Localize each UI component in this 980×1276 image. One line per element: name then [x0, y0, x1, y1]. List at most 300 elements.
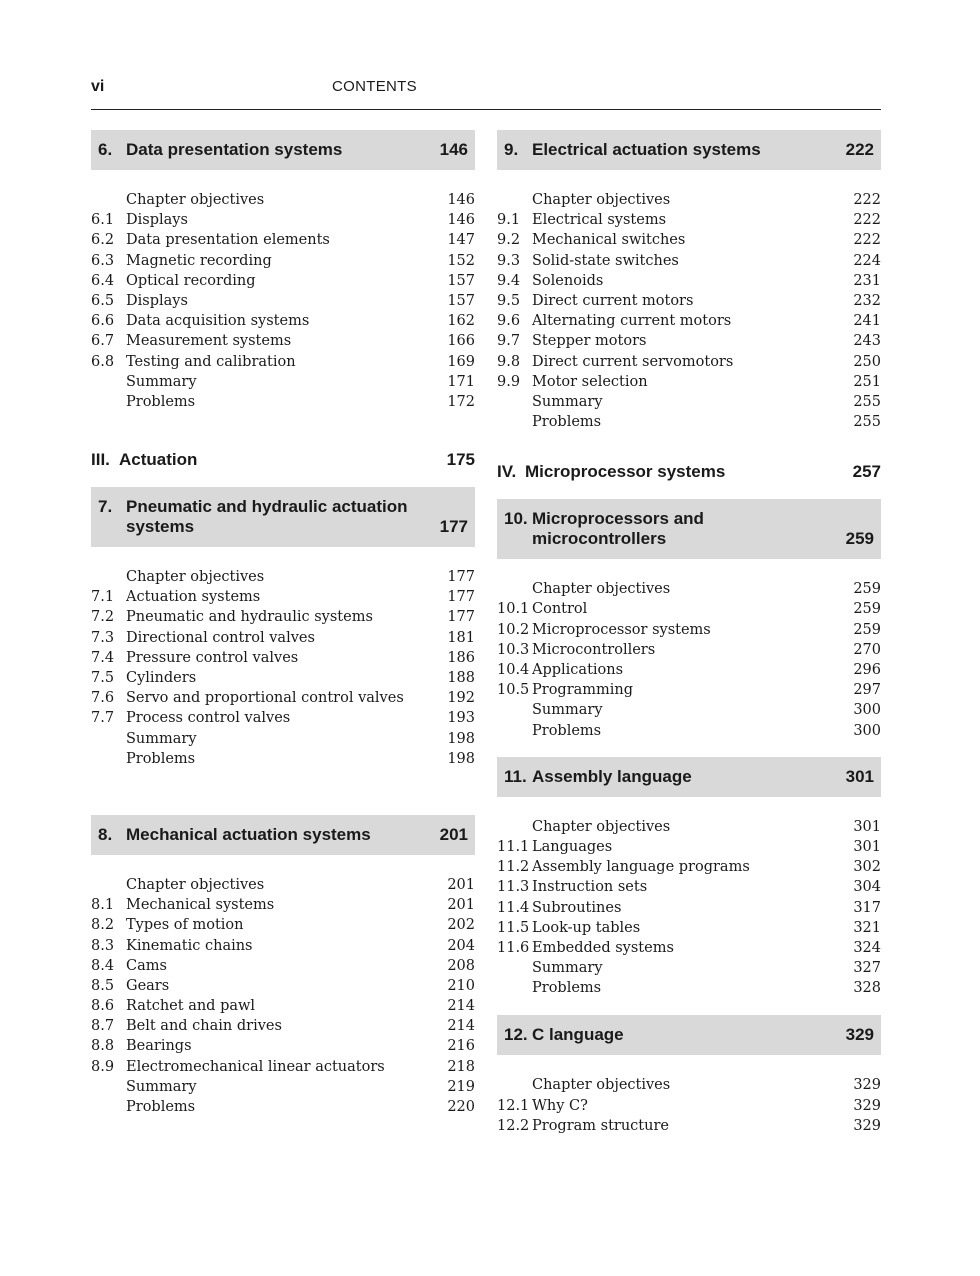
part-number: III.	[91, 450, 110, 470]
chapter-page: 222	[845, 140, 874, 159]
section-title: Program structure	[532, 1117, 669, 1134]
toc-entry	[497, 700, 881, 720]
section-number: 9.3	[497, 252, 521, 269]
toc-entry	[91, 311, 475, 331]
section-page: 198	[447, 730, 475, 747]
section-title: Chapter objectives	[532, 581, 671, 598]
chapter-heading-8	[91, 815, 475, 855]
section-number: 7.6	[91, 690, 115, 707]
section-number: 8.3	[91, 937, 115, 954]
chapter-entries	[497, 190, 881, 432]
chapter-title: Pneumatic and hydraulic actuation systems	[126, 497, 408, 537]
section-page: 243	[853, 333, 881, 350]
section-title: Summary	[532, 702, 603, 719]
section-page: 241	[853, 313, 881, 330]
chapter-entries	[497, 817, 881, 999]
section-page: 210	[447, 977, 475, 994]
section-number	[497, 190, 532, 210]
chapter-number: 9.	[504, 140, 519, 159]
section-title: Languages	[532, 838, 613, 855]
section-number: 10.4	[497, 662, 530, 678]
toc-entry	[497, 640, 881, 660]
section-number: 9.4	[497, 272, 521, 289]
section-page: 259	[853, 621, 881, 638]
left-column	[91, 130, 475, 1117]
section-number: 6.7	[91, 333, 115, 350]
section-number	[91, 190, 126, 210]
toc-entry	[497, 372, 881, 392]
section-page: 222	[853, 232, 881, 249]
section-title: Chapter objectives	[532, 1077, 671, 1094]
section-title: Problems	[532, 414, 602, 431]
toc-entry	[497, 230, 881, 250]
section-number: 12.2	[497, 1117, 530, 1134]
section-page: 327	[853, 960, 881, 977]
toc-entry	[91, 708, 475, 728]
chapter-entries	[91, 875, 475, 1117]
section-page: 146	[447, 192, 475, 208]
section-number: 10.3	[497, 641, 530, 658]
section-number: 10.2	[497, 621, 530, 638]
section-title: Electrical systems	[532, 212, 667, 229]
toc-entry	[497, 660, 881, 680]
section-title: Directional control valves	[126, 629, 315, 646]
section-title: Direct current motors	[532, 292, 694, 309]
toc-entry	[497, 392, 881, 412]
section-page: 296	[853, 662, 881, 678]
toc-entry	[91, 587, 475, 607]
section-title: Process control valves	[126, 710, 291, 727]
section-number	[91, 729, 126, 749]
toc-entry	[497, 620, 881, 640]
toc-entry	[91, 729, 475, 749]
section-number: 10.5	[497, 682, 530, 699]
toc-entry	[497, 190, 881, 210]
section-page: 157	[447, 272, 475, 289]
section-number: 11.2	[497, 859, 530, 876]
section-page: 329	[853, 1097, 881, 1114]
section-title: Chapter objectives	[126, 569, 265, 586]
toc-entry	[91, 1036, 475, 1056]
section-number: 11.3	[497, 879, 530, 896]
section-title: Problems	[126, 1099, 196, 1115]
section-title: Belt and chain drives	[126, 1018, 282, 1035]
page-number: vi	[91, 78, 105, 95]
section-title: Assembly language programs	[532, 859, 750, 876]
section-page: 192	[447, 690, 475, 707]
section-page: 218	[447, 1058, 475, 1075]
chapter-page: 259	[845, 529, 874, 549]
section-title: Problems	[532, 722, 602, 739]
toc-entry	[91, 628, 475, 648]
section-number: 7.1	[91, 589, 115, 606]
section-title: Microcontrollers	[532, 641, 656, 658]
toc-entry	[91, 271, 475, 291]
section-number: 11.1	[497, 838, 530, 855]
section-number: 7.5	[91, 670, 115, 686]
section-page: 259	[853, 601, 881, 618]
section-page: 231	[853, 272, 881, 289]
section-page: 147	[447, 232, 475, 249]
section-page: 219	[447, 1078, 475, 1095]
section-page: 216	[447, 1038, 475, 1055]
section-number: 8.8	[91, 1038, 115, 1055]
section-title: Data acquisition systems	[126, 313, 310, 330]
chapter-entries	[91, 190, 475, 412]
section-title: Cams	[126, 957, 167, 974]
section-title: Problems	[126, 393, 196, 410]
toc-entry	[91, 956, 475, 976]
toc-entry	[497, 680, 881, 700]
section-page: 214	[447, 1018, 475, 1035]
section-page: 251	[853, 373, 881, 390]
toc-entry	[91, 1097, 475, 1117]
toc-entry	[497, 938, 881, 958]
section-page: 329	[853, 1117, 881, 1134]
section-title: Look-up tables	[532, 919, 641, 936]
section-title: Mechanical switches	[532, 232, 686, 249]
toc-entry	[497, 857, 881, 877]
toc-entry	[91, 230, 475, 250]
section-title: Pressure control valves	[126, 649, 299, 666]
section-title: Chapter objectives	[126, 876, 265, 893]
section-title: Actuation systems	[126, 589, 261, 606]
section-number: 11.6	[497, 939, 530, 956]
section-number	[91, 749, 126, 769]
section-title: Pneumatic and hydraulic systems	[126, 609, 373, 626]
section-number: 8.9	[91, 1058, 115, 1075]
toc-entry	[497, 898, 881, 918]
chapter-page: 301	[845, 766, 874, 786]
section-page: 321	[853, 919, 881, 936]
section-number	[91, 1097, 126, 1117]
toc-entry	[497, 412, 881, 432]
section-page: 301	[853, 838, 881, 855]
section-number: 8.6	[91, 998, 115, 1015]
part-heading-3	[91, 450, 475, 470]
section-title: Instruction sets	[532, 879, 648, 896]
section-title: Chapter objectives	[532, 818, 671, 835]
chapter-heading-12	[497, 1015, 881, 1055]
section-page: 304	[853, 879, 881, 896]
toc-entry	[91, 1057, 475, 1077]
section-number: 9.1	[497, 212, 521, 229]
part-page: 175	[446, 450, 475, 470]
section-title: Data presentation elements	[126, 232, 330, 249]
section-title: Control	[532, 601, 588, 618]
toc-entry	[91, 392, 475, 412]
section-title: Applications	[532, 662, 624, 678]
part-number: IV.	[497, 462, 517, 482]
section-page: 324	[853, 939, 881, 956]
section-page: 172	[447, 393, 475, 410]
chapter-number: 11.	[504, 766, 527, 786]
toc-entry	[497, 1075, 881, 1095]
section-page: 177	[447, 589, 475, 606]
section-title: Bearings	[126, 1038, 192, 1055]
section-number: 8.1	[91, 897, 115, 914]
chapter-title: Mechanical actuation systems	[126, 824, 371, 844]
chapter-number: 7.	[98, 497, 113, 517]
section-number: 6.4	[91, 272, 115, 289]
part-heading-4	[497, 462, 881, 482]
section-page: 329	[853, 1077, 881, 1094]
toc-entry	[497, 721, 881, 741]
chapter-entries	[497, 1075, 881, 1136]
toc-entry	[497, 352, 881, 372]
section-number: 8.2	[91, 917, 115, 934]
section-title: Embedded systems	[532, 939, 674, 956]
section-title: Servo and proportional control valves	[126, 690, 404, 707]
section-title: Kinematic chains	[126, 937, 253, 954]
section-page: 186	[447, 649, 475, 666]
toc-entry	[497, 1116, 881, 1136]
section-page: 300	[853, 702, 881, 719]
toc-entry	[91, 976, 475, 996]
section-title: Subroutines	[532, 899, 622, 916]
section-page: 169	[447, 353, 475, 370]
toc-entry	[497, 210, 881, 230]
section-page: 198	[447, 750, 475, 767]
section-page: 171	[447, 373, 475, 390]
toc-entry	[91, 688, 475, 708]
section-title: Summary	[532, 960, 603, 977]
toc-entry	[497, 918, 881, 938]
chapter-number: 6.	[98, 140, 113, 159]
section-number: 6.5	[91, 292, 115, 309]
section-title: Solid-state switches	[532, 252, 679, 269]
chapter-page: 201	[439, 824, 468, 844]
section-number: 7.7	[91, 710, 115, 727]
part-page: 257	[852, 462, 881, 482]
section-number: 8.5	[91, 977, 115, 994]
section-page: 302	[853, 859, 881, 876]
toc-entry	[497, 877, 881, 897]
chapter-page: 329	[845, 1025, 874, 1045]
section-number: 6.3	[91, 252, 115, 269]
section-page: 259	[853, 581, 881, 598]
section-number	[91, 567, 126, 587]
chapter-title: Assembly language	[532, 766, 692, 786]
toc-entry	[91, 331, 475, 351]
toc-entry	[91, 251, 475, 271]
chapter-number: 10.	[504, 509, 528, 529]
chapter-number: 12.	[504, 1025, 528, 1045]
section-number: 12.1	[497, 1097, 530, 1114]
section-number: 6.8	[91, 353, 115, 370]
section-number	[91, 372, 126, 392]
toc-entry	[497, 1096, 881, 1116]
section-number	[497, 721, 532, 741]
toc-entry	[497, 958, 881, 978]
section-page: 328	[853, 980, 881, 997]
chapter-page: 177	[439, 517, 468, 537]
section-page: 300	[853, 722, 881, 739]
toc-entry	[91, 749, 475, 769]
toc-entry	[91, 190, 475, 210]
section-title: Chapter objectives	[532, 192, 671, 208]
toc-entry	[497, 978, 881, 998]
chapter-title: C language	[532, 1025, 624, 1045]
toc-entry	[91, 915, 475, 935]
chapter-heading-6	[91, 130, 475, 170]
section-title: Gears	[126, 977, 170, 994]
section-number: 11.5	[497, 919, 530, 936]
toc-entry	[91, 875, 475, 895]
section-title: Testing and calibration	[126, 353, 296, 370]
chapter-title: Electrical actuation systems	[532, 140, 761, 159]
toc-entry	[91, 895, 475, 915]
section-page: 222	[853, 192, 881, 208]
toc-entry	[91, 648, 475, 668]
section-number: 7.2	[91, 609, 115, 626]
section-title: Summary	[126, 730, 197, 747]
section-title: Direct current servomotors	[532, 353, 734, 370]
section-page: 177	[447, 569, 475, 586]
section-number: 9.9	[497, 373, 521, 390]
section-number: 6.1	[91, 212, 115, 229]
section-number	[497, 412, 532, 432]
toc-entry	[497, 311, 881, 331]
section-page: 152	[447, 252, 475, 269]
section-number: 9.7	[497, 333, 521, 350]
section-page: 204	[447, 937, 475, 954]
toc-entry	[497, 837, 881, 857]
section-number	[497, 392, 532, 412]
section-page: 181	[447, 629, 475, 646]
part-title: Actuation	[119, 450, 198, 470]
toc-entry	[497, 599, 881, 619]
toc-entry	[91, 607, 475, 627]
section-page: 208	[447, 957, 475, 974]
section-title: Magnetic recording	[126, 252, 272, 269]
section-page: 146	[447, 212, 475, 229]
section-page: 193	[447, 710, 475, 727]
chapter-heading-9	[497, 130, 881, 170]
section-page: 301	[853, 818, 881, 835]
section-title: Summary	[532, 393, 603, 410]
section-title: Mechanical systems	[126, 897, 275, 914]
section-page: 220	[447, 1099, 475, 1115]
section-number: 9.5	[497, 292, 521, 309]
section-title: Problems	[532, 980, 602, 997]
section-title: Why C?	[532, 1097, 588, 1114]
section-number	[497, 700, 532, 720]
section-page: 250	[853, 353, 881, 370]
running-head: CONTENTS	[332, 78, 417, 95]
section-number: 9.6	[497, 313, 521, 330]
toc-entry	[497, 291, 881, 311]
section-page: 166	[447, 333, 475, 350]
section-page: 232	[853, 292, 881, 309]
section-title: Ratchet and pawl	[126, 998, 256, 1015]
section-title: Alternating current motors	[532, 313, 732, 330]
toc-entry	[91, 210, 475, 230]
toc-entry	[91, 1077, 475, 1097]
toc-entry	[91, 668, 475, 688]
chapter-number: 8.	[98, 824, 113, 844]
chapter-page: 146	[439, 140, 468, 159]
right-column	[497, 130, 881, 1136]
section-number	[497, 1075, 532, 1095]
section-page: 270	[853, 641, 881, 658]
page-header	[91, 76, 881, 110]
toc-entry	[497, 271, 881, 291]
section-title: Summary	[126, 1078, 197, 1095]
toc-entry	[497, 331, 881, 351]
chapter-title: Data presentation systems	[126, 140, 343, 159]
section-page: 202	[447, 917, 475, 934]
section-number: 6.2	[91, 232, 115, 249]
section-number	[497, 958, 532, 978]
section-number	[497, 978, 532, 998]
section-title: Problems	[126, 750, 196, 767]
section-number: 9.8	[497, 353, 521, 370]
toc-entry	[91, 567, 475, 587]
section-title: Stepper motors	[532, 333, 647, 350]
section-number: 6.6	[91, 313, 115, 330]
toc-entry	[91, 291, 475, 311]
toc-entry	[91, 996, 475, 1016]
chapter-heading-10	[497, 499, 881, 559]
toc-entry	[91, 372, 475, 392]
section-number	[91, 1077, 126, 1097]
section-title: Optical recording	[126, 272, 256, 289]
section-title: Summary	[126, 373, 197, 390]
section-number	[497, 817, 532, 837]
section-page: 214	[447, 998, 475, 1015]
section-number: 11.4	[497, 899, 530, 916]
section-page: 162	[447, 313, 475, 330]
section-title: Displays	[126, 212, 188, 229]
chapter-heading-7	[91, 487, 475, 547]
section-title: Types of motion	[126, 917, 244, 934]
section-number: 8.7	[91, 1018, 115, 1035]
section-page: 222	[853, 212, 881, 229]
toc-entry	[497, 579, 881, 599]
section-title: Motor selection	[532, 373, 648, 390]
toc-entry	[497, 817, 881, 837]
section-page: 255	[853, 414, 881, 431]
section-number: 9.2	[497, 232, 521, 249]
section-number: 10.1	[497, 601, 530, 618]
section-number	[497, 579, 532, 599]
part-title: Microprocessor systems	[525, 462, 726, 482]
section-page: 201	[447, 897, 475, 914]
section-page: 177	[447, 609, 475, 626]
toc-entry	[91, 1016, 475, 1036]
section-title: Cylinders	[126, 670, 197, 686]
section-title: Displays	[126, 292, 188, 309]
section-number: 7.4	[91, 649, 115, 666]
section-title: Measurement systems	[126, 333, 292, 350]
section-page: 297	[853, 682, 881, 699]
section-page: 255	[853, 393, 881, 410]
chapter-entries	[91, 567, 475, 769]
section-page: 317	[853, 899, 881, 916]
toc-entry	[91, 936, 475, 956]
section-number: 8.4	[91, 957, 115, 974]
chapter-heading-11	[497, 757, 881, 797]
section-page: 224	[853, 252, 881, 269]
section-number	[91, 392, 126, 412]
section-page: 201	[447, 876, 475, 893]
section-title: Microprocessor systems	[532, 621, 711, 638]
chapter-entries	[497, 579, 881, 741]
section-title: Programming	[532, 682, 634, 699]
chapter-title: Microprocessors and microcontrollers	[532, 509, 704, 549]
section-page: 188	[447, 670, 475, 686]
